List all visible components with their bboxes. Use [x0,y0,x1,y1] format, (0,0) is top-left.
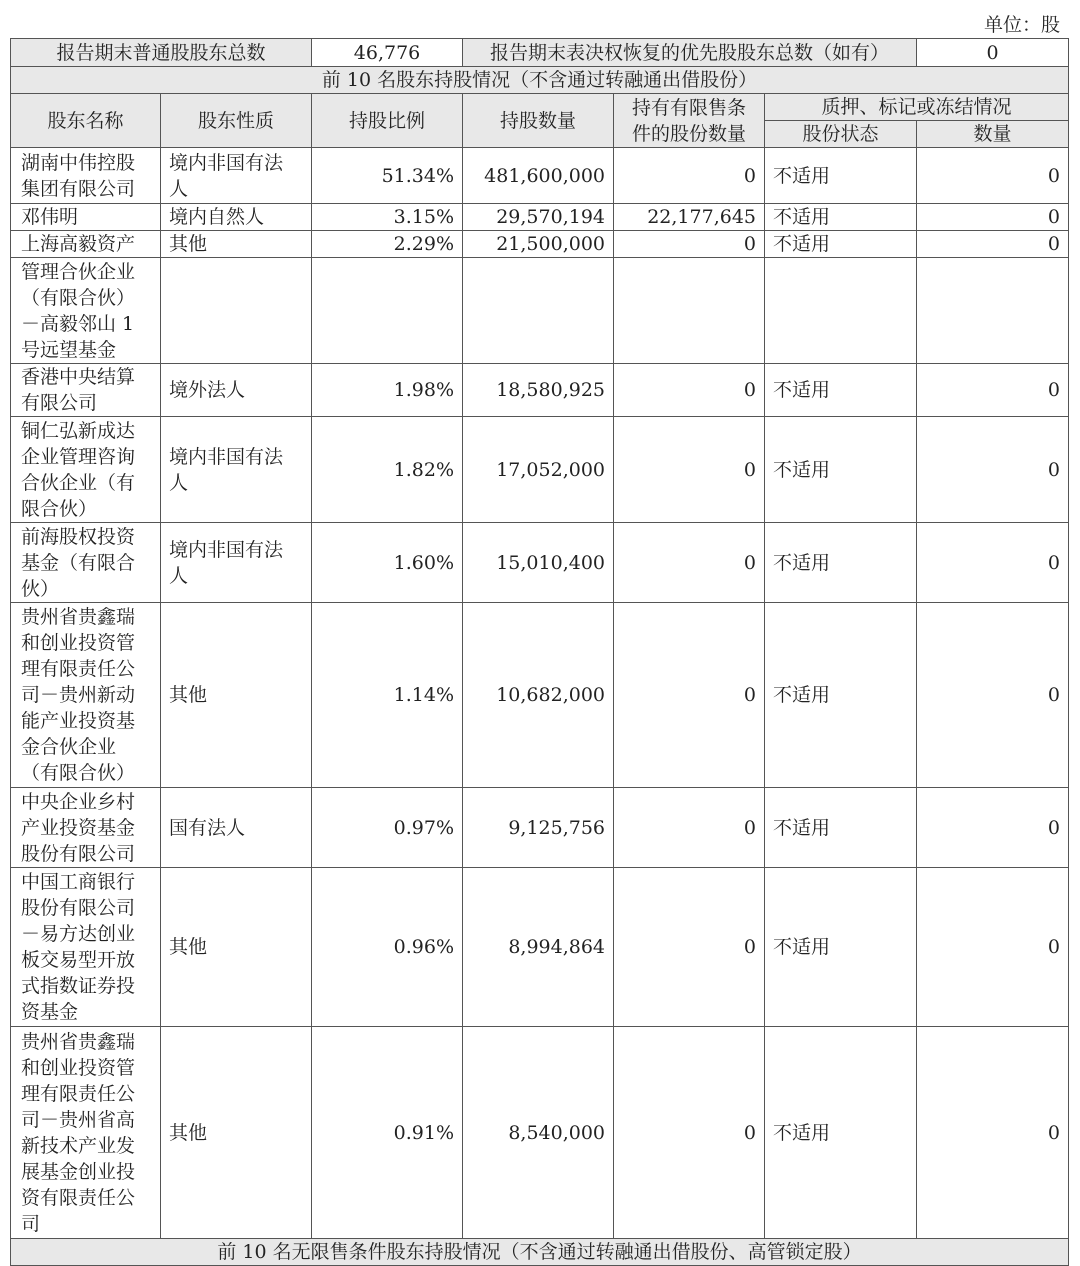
pledge-status: 不适用 [765,231,917,258]
shareholder-name: 贵州省贵鑫瑞 和创业投资管 理有限责任公 司－贵州省高 新技术产业发 展基金创业投 资有限责任公 司 [11,1027,161,1239]
shareholder-name: 湖南中伟控股 集团有限公司 [11,148,161,204]
shareholder-name: 管理合伙企业 （有限合伙） －高毅邻山 1 号远望基金 [11,258,161,364]
shareholder-nature: 境内非国有法 人 [161,523,312,603]
header-restricted: 持有有限售条 件的股份数量 [614,94,765,148]
shareholder-nature: 境内自然人 [161,204,312,231]
pledge-amount: 0 [917,231,1069,258]
header-amount: 数量 [917,121,1069,148]
holding-quantity: 18,580,925 [463,364,614,417]
pledge-amount: 0 [917,148,1069,204]
pledge-status: 不适用 [765,523,917,603]
header-name: 股东名称 [11,94,161,148]
shareholder-nature: 境内非国有法 人 [161,417,312,523]
pledge-amount: 0 [917,603,1069,788]
shareholder-nature: 境内非国有法 人 [161,148,312,204]
restricted-quantity: 0 [614,523,765,603]
holding-quantity: 21,500,000 [463,231,614,258]
table-row [11,231,1069,258]
holding-ratio: 0.97% [312,788,463,868]
pledge-status: 不适用 [765,148,917,204]
pledge-amount [917,258,1069,364]
restricted-quantity: 0 [614,788,765,868]
table-row [11,603,1069,788]
table-row [11,258,1069,364]
pledge-amount: 0 [917,788,1069,868]
restricted-quantity: 0 [614,231,765,258]
pledge-status: 不适用 [765,364,917,417]
holding-ratio [312,258,463,364]
shareholder-name: 贵州省贵鑫瑞 和创业投资管 理有限责任公 司－贵州新动 能产业投资基 金合伙企业 （有限合伙） [11,603,161,788]
shareholder-table [10,38,1069,1266]
shareholder-nature: 其他 [161,231,312,258]
shareholder-nature: 其他 [161,868,312,1027]
total-preferred-shareholders-label: 报告期末表决权恢复的优先股股东总数（如有） [463,39,917,67]
table-row [11,868,1069,1027]
shareholder-name: 中央企业乡村 产业投资基金 股份有限公司 [11,788,161,868]
pledge-status: 不适用 [765,603,917,788]
holding-ratio: 1.98% [312,364,463,417]
pledge-amount: 0 [917,204,1069,231]
pledge-amount: 0 [917,417,1069,523]
holding-ratio: 0.96% [312,868,463,1027]
holding-quantity: 9,125,756 [463,788,614,868]
shareholder-nature: 国有法人 [161,788,312,868]
pledge-amount: 0 [917,364,1069,417]
bottom-section-title: 前 10 名无限售条件股东持股情况（不含通过转融通出借股份、高管锁定股） [11,1239,1069,1266]
shareholder-name: 上海高毅资产 [11,231,161,258]
pledge-amount: 0 [917,1027,1069,1239]
total-common-shareholders-label: 报告期末普通股股东总数 [11,39,312,67]
shareholder-name: 中国工商银行 股份有限公司 －易方达创业 板交易型开放 式指数证券投 资基金 [11,868,161,1027]
pledge-amount: 0 [917,868,1069,1027]
pledge-status: 不适用 [765,417,917,523]
holding-quantity: 481,600,000 [463,148,614,204]
restricted-quantity: 0 [614,148,765,204]
holding-quantity: 10,682,000 [463,603,614,788]
holding-ratio: 2.29% [312,231,463,258]
table-row [11,788,1069,868]
table-row [11,364,1069,417]
pledge-status: 不适用 [765,788,917,868]
restricted-quantity: 0 [614,417,765,523]
shareholder-nature: 其他 [161,603,312,788]
holding-ratio: 0.91% [312,1027,463,1239]
holding-ratio: 1.82% [312,417,463,523]
pledge-status [765,258,917,364]
unit-label: 单位：股 [983,14,1060,36]
shareholder-nature: 境外法人 [161,364,312,417]
restricted-quantity: 0 [614,1027,765,1239]
header-nature: 股东性质 [161,94,312,148]
total-common-shareholders-value: 46,776 [312,39,463,67]
pledge-status: 不适用 [765,204,917,231]
shareholder-nature [161,258,312,364]
shareholder-name: 香港中央结算 有限公司 [11,364,161,417]
pledge-amount: 0 [917,523,1069,603]
holding-ratio: 3.15% [312,204,463,231]
table-row [11,417,1069,523]
shareholder-name: 前海股权投资 基金（有限合 伙） [11,523,161,603]
holding-quantity: 8,994,864 [463,868,614,1027]
shareholder-name: 邓伟明 [11,204,161,231]
pledge-status: 不适用 [765,1027,917,1239]
pledge-status: 不适用 [765,868,917,1027]
table-row [11,1027,1069,1239]
header-quantity: 持股数量 [463,94,614,148]
holding-ratio: 51.34% [312,148,463,204]
restricted-quantity [614,258,765,364]
restricted-quantity: 22,177,645 [614,204,765,231]
holding-ratio: 1.60% [312,523,463,603]
restricted-quantity: 0 [614,364,765,417]
holding-quantity [463,258,614,364]
header-status: 股份状态 [765,121,917,148]
holding-ratio: 1.14% [312,603,463,788]
restricted-quantity: 0 [614,603,765,788]
holding-quantity: 17,052,000 [463,417,614,523]
header-pledge-group: 质押、标记或冻结情况 [765,94,1069,121]
table-row [11,204,1069,231]
restricted-quantity: 0 [614,868,765,1027]
shareholder-nature: 其他 [161,1027,312,1239]
holding-quantity: 29,570,194 [463,204,614,231]
holding-quantity: 15,010,400 [463,523,614,603]
table-row [11,523,1069,603]
header-ratio: 持股比例 [312,94,463,148]
total-preferred-shareholders-value: 0 [917,39,1069,67]
table-row [11,148,1069,204]
section-title: 前 10 名股东持股情况（不含通过转融通出借股份） [11,67,1069,94]
shareholder-name: 铜仁弘新成达 企业管理咨询 合伙企业（有 限合伙） [11,417,161,523]
holding-quantity: 8,540,000 [463,1027,614,1239]
